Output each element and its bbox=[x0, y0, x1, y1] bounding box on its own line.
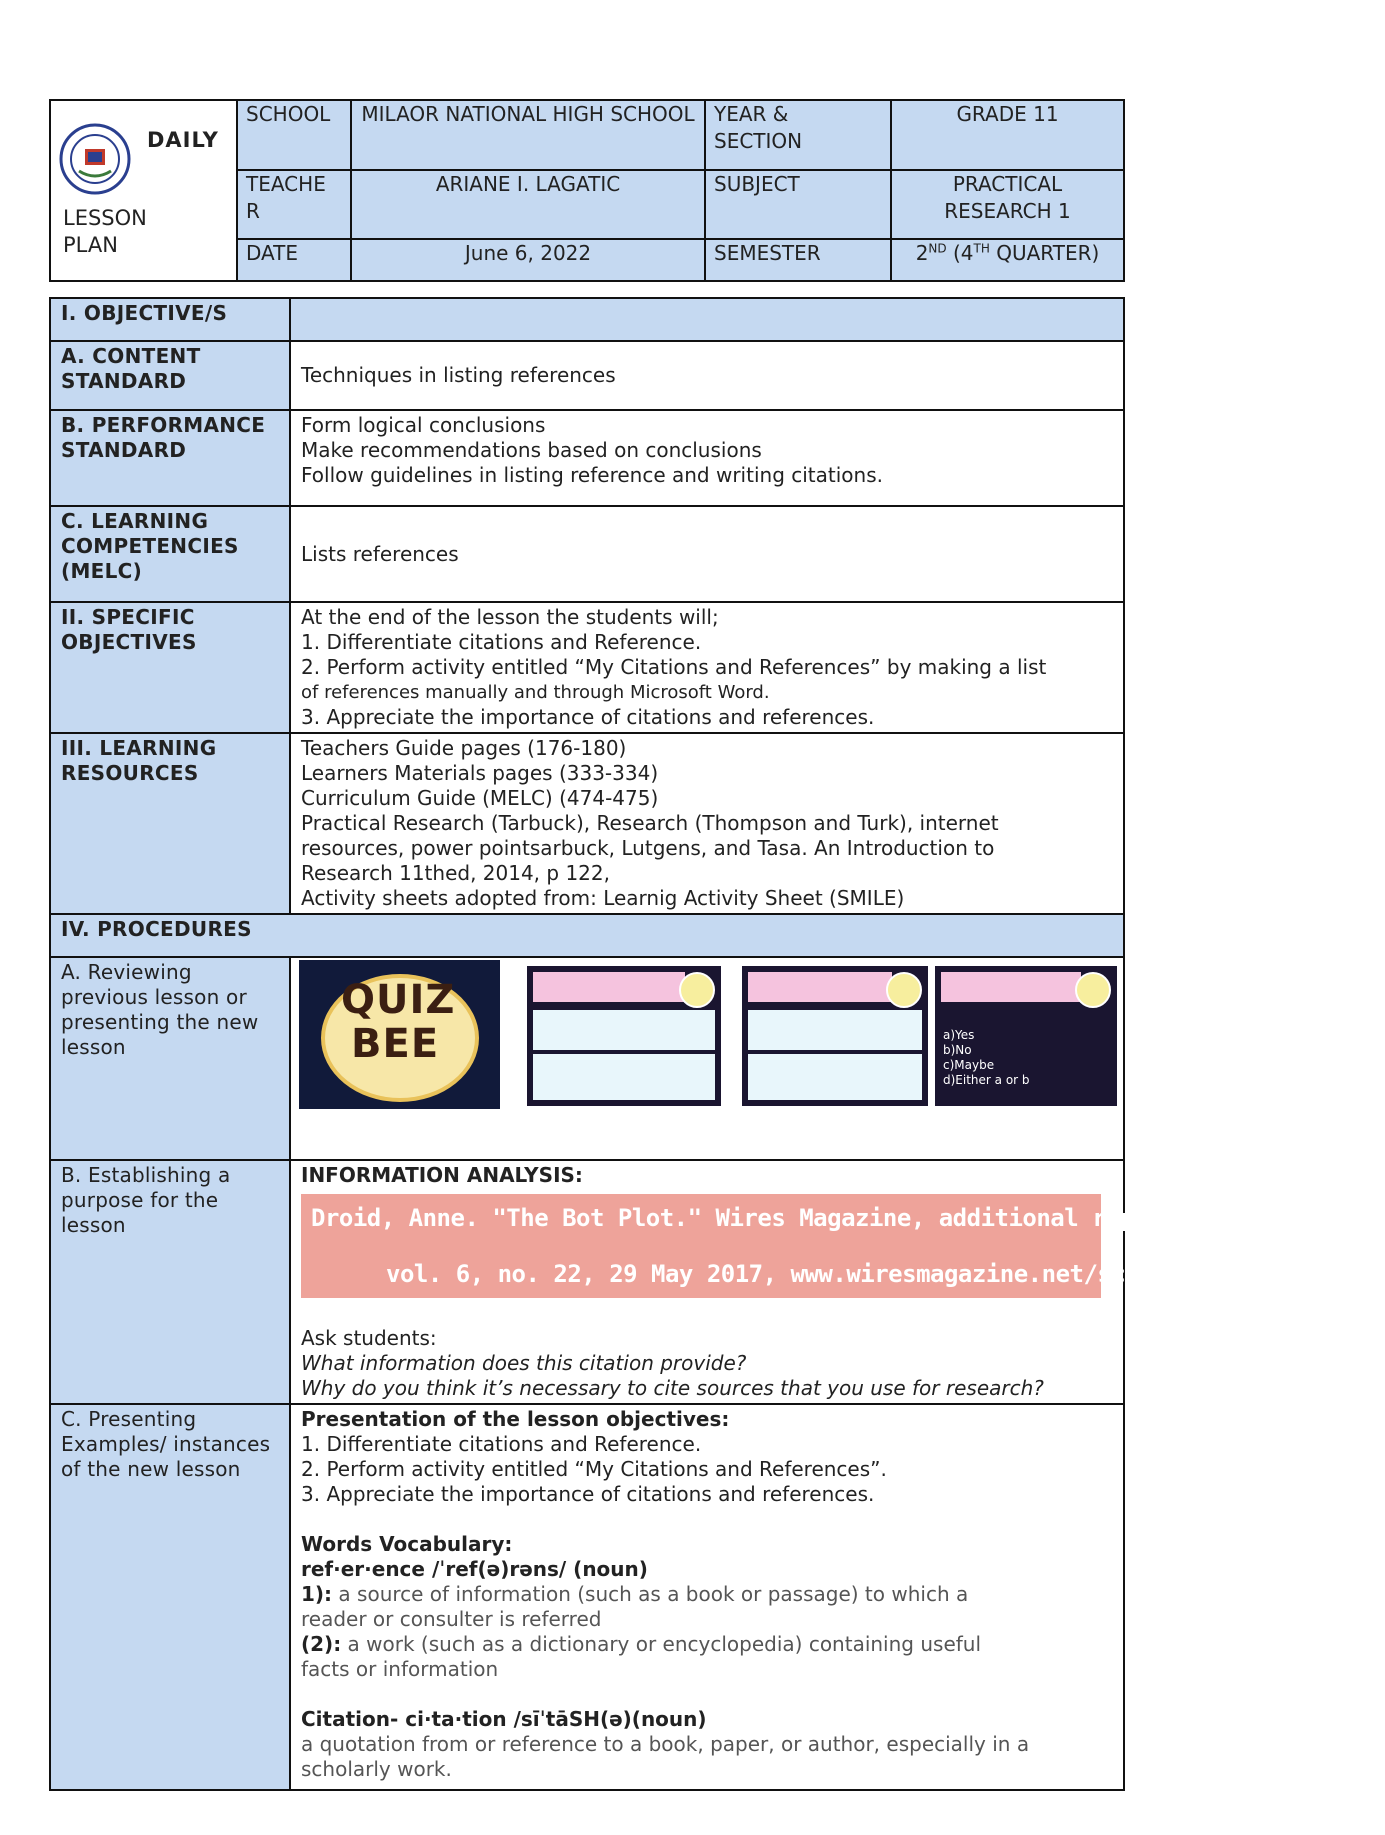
lesson-plan-table bbox=[49, 297, 1385, 1791]
competencies-label: C. LEARNING COMPETENCIES (MELC) bbox=[50, 506, 290, 602]
objectives-row bbox=[50, 298, 1124, 341]
daily-label: DAILY bbox=[147, 128, 219, 152]
establishing-purpose-row bbox=[50, 1160, 1124, 1404]
date-value: June 6, 2022 bbox=[351, 239, 705, 281]
lesson-plan-label: LESSON PLAN bbox=[63, 206, 147, 257]
quiz-bee-text-1: QUIZ bbox=[341, 977, 456, 1023]
learning-resources-value: Teachers Guide pages (176-180) Learners Materials pages (333-334) Curriculum Guide (MELC) (474-475) Practical Research (Tarbuck), Research (Thompson and Turk), internet resources, power pointsarbuck, Lutgens, and Tasa. An Introduction to Research 11thed, 2014, p 122, Activity sheets adopted from: Learnig Activity Sheet (SMILE) bbox=[290, 733, 1124, 914]
information-analysis-heading: INFORMATION ANALYSIS: bbox=[301, 1163, 583, 1187]
competencies-value: Lists references bbox=[290, 506, 1124, 602]
specific-objectives-value: At the end of the lesson the students will; 1. Differentiate citations and Reference. 2. Perform activity entitled “My Citations and References” by making a list of references manually and through Microsoft Word. 3. Appreciate the importance of citations and references. bbox=[290, 602, 1124, 733]
quiz-bee-image bbox=[299, 960, 500, 1109]
learning-resources-label: III. LEARNING RESOURCES bbox=[50, 733, 290, 914]
semester-label: SEMESTER bbox=[705, 239, 891, 281]
presenting-examples-label: C. Presenting Examples/ instances of the new lesson bbox=[50, 1404, 290, 1790]
quiz-slide-options: a)Yes b)No c)Maybe d)Either a or b bbox=[943, 1028, 1030, 1087]
procedures-heading: IV. PROCEDURES bbox=[50, 914, 1124, 957]
vocabulary-heading: Words Vocabulary: bbox=[301, 1532, 513, 1556]
specific-objectives-label: II. SPECIFIC OBJECTIVES bbox=[50, 602, 290, 733]
citation-word: Citation- ci·ta·tion /sīˈtāSH(ə)(noun) bbox=[301, 1707, 707, 1731]
performance-standard-label: B. PERFORMANCE STANDARD bbox=[50, 410, 290, 506]
content-standard-label: A. CONTENT STANDARD bbox=[50, 341, 290, 410]
content-standard-row bbox=[50, 341, 1124, 410]
reviewing-content bbox=[290, 957, 1124, 1160]
teacher-label: TEACHE R bbox=[237, 170, 351, 239]
quiz-slide-3 bbox=[935, 966, 1117, 1106]
reviewing-row bbox=[50, 957, 1124, 1160]
school-value: MILAOR NATIONAL HIGH SCHOOL bbox=[351, 100, 705, 170]
semester-value: 2ND (4TH QUARTER) bbox=[891, 239, 1124, 281]
quiz-bee-text-2: BEE bbox=[351, 1021, 440, 1067]
quiz-slide-2 bbox=[742, 966, 928, 1106]
year-value: GRADE 11 bbox=[891, 100, 1124, 170]
subject-label: SUBJECT bbox=[705, 170, 891, 239]
citation-example-image: Droid, Anne. "The Bot Plot." Wires Magazine, additional reporting by Cy Borg, vol. 6, no. 22, 29 May 2017, www.wiresmagazine.net/sci/botplot. bbox=[301, 1194, 1101, 1298]
school-seal-icon bbox=[59, 123, 131, 195]
content-standard-value: Techniques in listing references bbox=[290, 341, 1124, 410]
slide-thumbnails bbox=[299, 958, 1115, 1158]
question-1: What information does this citation provide? bbox=[301, 1351, 747, 1375]
year-label: YEAR & SECTION bbox=[705, 100, 891, 170]
teacher-value: ARIANE I. LAGATIC bbox=[351, 170, 705, 239]
question-2: Why do you think it’s necessary to cite sources that you use for research? bbox=[301, 1376, 1044, 1400]
learning-resources-row bbox=[50, 733, 1124, 914]
objectives-heading: I. OBJECTIVE/S bbox=[50, 298, 290, 341]
establishing-purpose-label: B. Establishing a purpose for the lesson bbox=[50, 1160, 290, 1404]
reference-word: ref·er·ence /ˈref(ə)rəns/ (noun) bbox=[301, 1557, 648, 1581]
presenting-examples-row bbox=[50, 1404, 1124, 1790]
presenting-examples-content: Presentation of the lesson objectives: 1. Differentiate citations and Reference. 2. Perform activity entitled “My Citations and References”. 3. Appreciate the importance of citations and references. Words Vocabulary: ref·er·ence /ˈref(ə)rəns/ (noun) 1): a source of information (such as a book or passage) to which a reader or consulter is referred (2): a work (such as a dictionary or encyclopedia) containing useful facts or information Citation- ci·ta·tion /sīˈtāSH(ə)(noun) a quotation from or reference to a book, paper, or author, especially in a scholarly work. bbox=[290, 1404, 1124, 1790]
school-label: SCHOOL bbox=[237, 100, 351, 170]
header-table bbox=[49, 99, 1125, 282]
reviewing-label: A. Reviewing previous lesson or presenting the new lesson bbox=[50, 957, 290, 1160]
performance-standard-value: Form logical conclusions Make recommendations based on conclusions Follow guidelines in listing reference and writing citations. bbox=[290, 410, 1124, 506]
logo-cell bbox=[50, 100, 237, 281]
performance-standard-row bbox=[50, 410, 1124, 506]
date-label: DATE bbox=[237, 239, 351, 281]
quiz-slide-1 bbox=[527, 966, 721, 1106]
establishing-purpose-content bbox=[290, 1160, 1385, 1404]
objectives-band bbox=[290, 298, 1124, 341]
procedures-row bbox=[50, 914, 1124, 957]
ask-students: Ask students: bbox=[301, 1326, 437, 1350]
competencies-row bbox=[50, 506, 1124, 602]
specific-objectives-row bbox=[50, 602, 1124, 733]
subject-value: PRACTICAL RESEARCH 1 bbox=[891, 170, 1124, 239]
